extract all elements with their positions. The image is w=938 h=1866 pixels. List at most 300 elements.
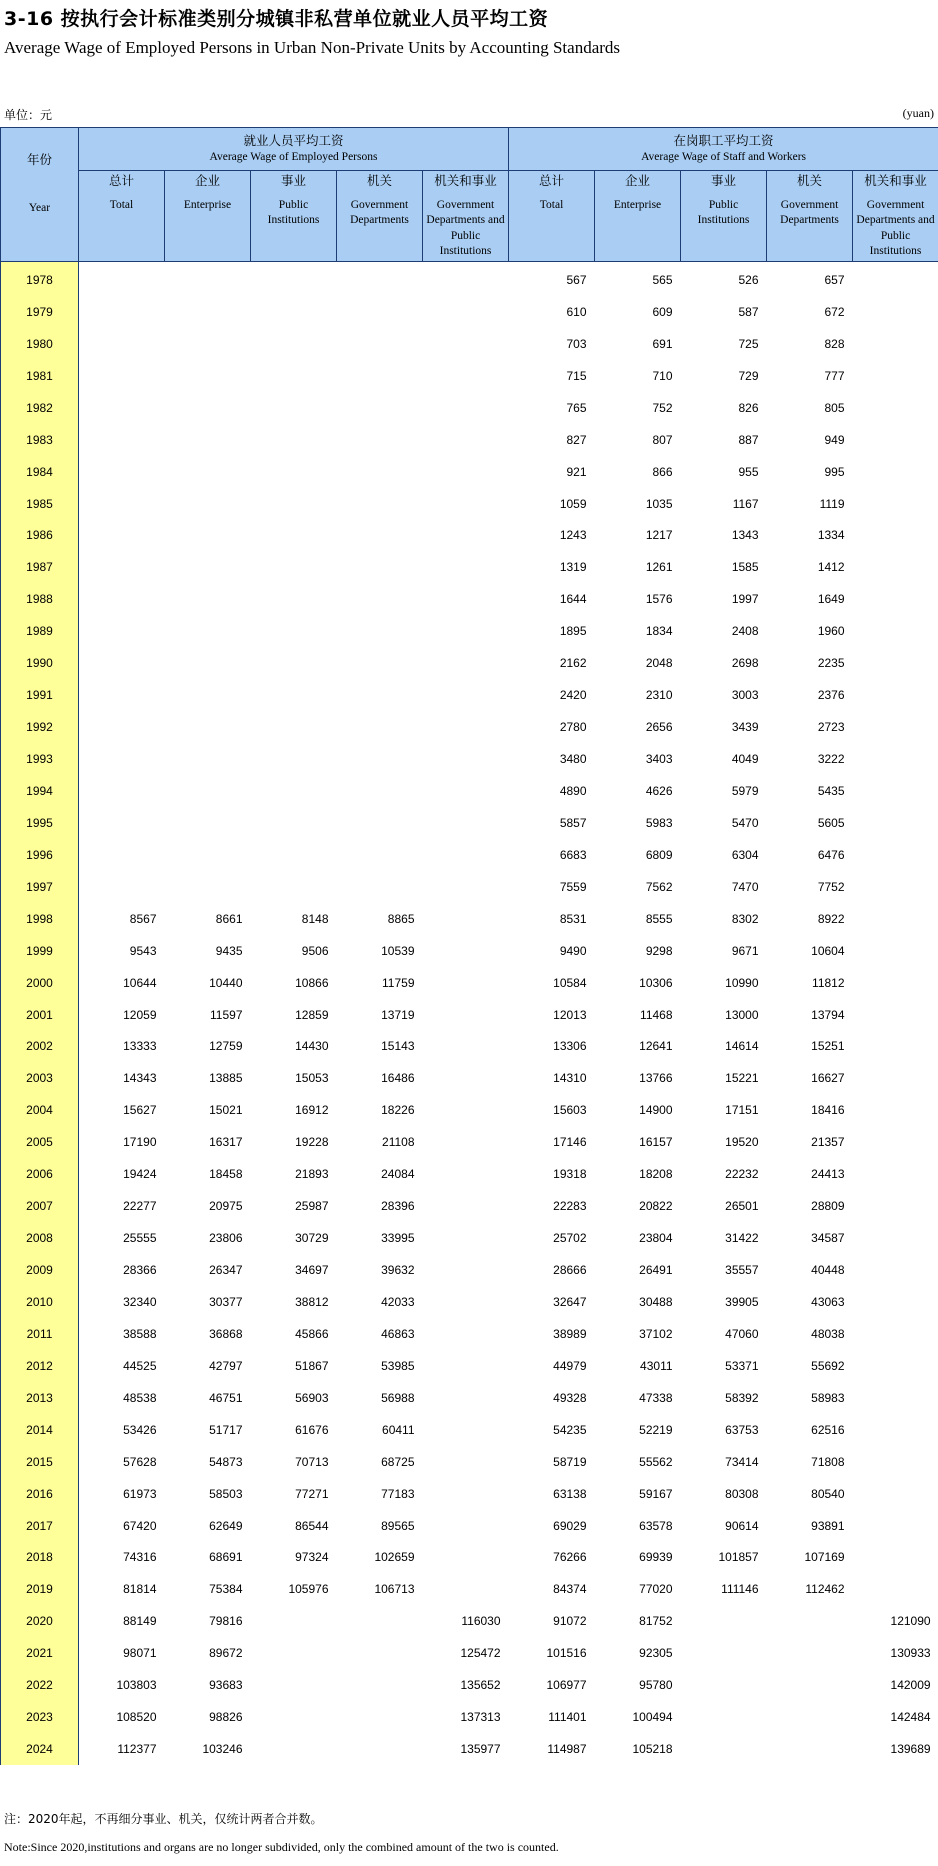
value-cell: 125472 [460, 1646, 501, 1661]
value-cell: 13885 [209, 1071, 243, 1086]
value-cell: 68725 [381, 1454, 415, 1469]
value-cell [165, 262, 251, 296]
value-cell [165, 424, 251, 456]
value-cell [681, 1669, 767, 1701]
column-header [681, 171, 767, 262]
value-cell: 7752 [817, 879, 845, 894]
value-cell: 19318 [553, 1167, 587, 1182]
unit-label-en: (yuan) [902, 106, 934, 120]
table-row [1, 903, 938, 935]
value-cell [251, 775, 337, 807]
value-cell: 51867 [295, 1358, 329, 1373]
value-cell: 10990 [725, 975, 759, 990]
year-cell: 2004 [1, 1094, 79, 1126]
year-cell: 2001 [1, 999, 79, 1031]
value-cell: 10440 [209, 975, 243, 990]
value-cell [853, 743, 938, 775]
value-cell: 657 [824, 272, 845, 287]
value-cell: 565 [652, 272, 673, 287]
value-cell [423, 1062, 509, 1094]
value-cell [423, 1254, 509, 1286]
value-cell [165, 647, 251, 679]
column-header-cn: 总计 [539, 173, 565, 188]
value-cell: 44525 [123, 1358, 157, 1373]
value-cell [79, 551, 165, 583]
value-cell [423, 1031, 509, 1063]
value-cell: 3439 [731, 720, 759, 735]
value-cell: 2310 [645, 688, 673, 703]
value-cell: 12859 [295, 1007, 329, 1022]
value-cell [337, 647, 423, 679]
value-cell: 526 [738, 272, 759, 287]
year-cell: 2000 [1, 967, 79, 999]
value-cell: 80308 [725, 1486, 759, 1501]
value-cell: 55562 [639, 1454, 673, 1469]
value-cell [165, 488, 251, 520]
value-cell [853, 1318, 938, 1350]
value-cell: 13333 [123, 1039, 157, 1054]
value-cell: 103246 [202, 1742, 243, 1757]
value-cell: 995 [824, 464, 845, 479]
value-cell [423, 1446, 509, 1478]
value-cell: 106713 [374, 1582, 415, 1597]
value-cell [853, 1254, 938, 1286]
value-cell [337, 551, 423, 583]
value-cell [79, 520, 165, 552]
table-row [1, 1126, 938, 1158]
value-cell [337, 1605, 423, 1637]
value-cell: 6809 [645, 847, 673, 862]
year-cell: 2010 [1, 1286, 79, 1318]
year-cell: 1998 [1, 903, 79, 935]
value-cell: 4890 [559, 783, 587, 798]
value-cell: 11597 [210, 1007, 243, 1022]
table-row [1, 1733, 938, 1765]
value-cell [423, 775, 509, 807]
value-cell: 22232 [725, 1167, 759, 1182]
value-cell: 98826 [209, 1710, 243, 1725]
value-cell: 9298 [645, 943, 673, 958]
value-cell [423, 743, 509, 775]
value-cell: 105976 [288, 1582, 329, 1597]
value-cell: 101516 [546, 1646, 587, 1661]
value-cell: 805 [824, 400, 845, 415]
value-cell: 1035 [645, 496, 673, 511]
value-cell [251, 1669, 337, 1701]
value-cell: 142484 [890, 1710, 931, 1725]
value-cell: 37102 [639, 1326, 673, 1341]
table-row [1, 296, 938, 328]
column-header [509, 171, 595, 262]
table-row [1, 1286, 938, 1318]
value-cell [853, 1031, 938, 1063]
value-cell [423, 296, 509, 328]
value-cell [337, 488, 423, 520]
table-row [1, 1094, 938, 1126]
value-cell: 7562 [645, 879, 673, 894]
value-cell [337, 615, 423, 647]
value-cell [853, 1414, 938, 1446]
value-cell [423, 1158, 509, 1190]
value-cell: 13000 [725, 1007, 759, 1022]
value-cell: 103803 [116, 1678, 157, 1693]
value-cell: 15627 [123, 1103, 157, 1118]
table-row [1, 711, 938, 743]
value-cell [79, 807, 165, 839]
value-cell [423, 839, 509, 871]
value-cell: 42033 [381, 1294, 415, 1309]
table-row [1, 999, 938, 1031]
value-cell: 12641 [639, 1039, 673, 1054]
value-cell [423, 1350, 509, 1382]
value-cell: 8148 [301, 911, 329, 926]
value-cell: 80540 [811, 1486, 845, 1501]
year-cell: 2016 [1, 1478, 79, 1510]
year-cell: 2002 [1, 1031, 79, 1063]
value-cell: 24084 [381, 1167, 415, 1182]
column-header-cn: 总计 [108, 173, 134, 188]
value-cell: 17151 [725, 1103, 759, 1118]
value-cell: 47338 [639, 1390, 673, 1405]
value-cell: 35557 [725, 1263, 759, 1278]
year-cell: 2020 [1, 1605, 79, 1637]
value-cell: 28666 [553, 1263, 587, 1278]
value-cell: 71808 [811, 1454, 845, 1469]
value-cell: 12059 [123, 1007, 157, 1022]
value-cell: 142009 [890, 1678, 931, 1693]
value-cell [853, 360, 938, 392]
value-cell [251, 871, 337, 903]
value-cell [337, 296, 423, 328]
table-row [1, 456, 938, 488]
value-cell: 18226 [381, 1103, 415, 1118]
value-cell [165, 807, 251, 839]
value-cell: 43063 [811, 1294, 845, 1309]
value-cell: 1319 [559, 560, 587, 575]
value-cell: 2698 [731, 656, 759, 671]
value-cell: 91072 [553, 1614, 587, 1629]
table-row [1, 647, 938, 679]
value-cell [423, 1126, 509, 1158]
table-row [1, 679, 938, 711]
value-cell: 14900 [639, 1103, 673, 1118]
year-cell: 1999 [1, 935, 79, 967]
column-header-cn: 机关 [366, 173, 392, 188]
value-cell [251, 807, 337, 839]
value-cell: 1167 [732, 496, 759, 511]
value-cell [165, 360, 251, 392]
value-cell [767, 1605, 853, 1637]
value-cell: 14310 [553, 1071, 587, 1086]
value-cell: 53426 [123, 1422, 157, 1437]
table-row [1, 488, 938, 520]
table-row [1, 1446, 938, 1478]
value-cell [767, 1701, 853, 1733]
year-cell: 1986 [1, 520, 79, 552]
value-cell: 30729 [295, 1231, 329, 1246]
value-cell: 30377 [209, 1294, 243, 1309]
value-cell [251, 615, 337, 647]
value-cell: 77271 [295, 1486, 329, 1501]
value-cell: 10539 [381, 943, 415, 958]
value-cell [79, 839, 165, 871]
value-cell [423, 1318, 509, 1350]
value-cell: 108520 [116, 1710, 157, 1725]
value-cell: 8922 [817, 911, 845, 926]
value-cell: 62516 [811, 1422, 845, 1437]
table-row [1, 424, 938, 456]
table-row [1, 1350, 938, 1382]
value-cell [853, 1350, 938, 1382]
table-row [1, 1478, 938, 1510]
value-cell [853, 424, 938, 456]
value-cell: 112462 [805, 1582, 845, 1597]
table-row [1, 615, 938, 647]
column-header-en: Enterprise [183, 198, 232, 211]
value-cell [79, 424, 165, 456]
value-cell: 15603 [553, 1103, 587, 1118]
value-cell [853, 1222, 938, 1254]
value-cell: 36868 [209, 1326, 243, 1341]
value-cell [853, 456, 938, 488]
value-cell: 1997 [731, 592, 759, 607]
value-cell: 93683 [209, 1678, 243, 1693]
value-cell: 75384 [209, 1582, 243, 1597]
value-cell: 111146 [721, 1582, 759, 1597]
value-cell [853, 935, 938, 967]
value-cell: 58392 [725, 1390, 759, 1405]
table-row [1, 583, 938, 615]
value-cell [853, 1573, 938, 1605]
value-cell [251, 679, 337, 711]
column-header-en: Government Departments and Public Institutions [426, 198, 505, 258]
value-cell: 725 [738, 336, 759, 351]
value-cell: 58719 [553, 1454, 587, 1469]
value-cell [251, 360, 337, 392]
value-cell: 19424 [123, 1167, 157, 1182]
value-cell: 13766 [639, 1071, 673, 1086]
value-cell [251, 456, 337, 488]
value-cell: 121090 [890, 1614, 931, 1629]
wage-table [0, 127, 938, 1765]
value-cell: 89672 [209, 1646, 243, 1661]
value-cell: 77183 [381, 1486, 415, 1501]
value-cell: 28396 [381, 1199, 415, 1214]
group-header-staff-cn: 在岗职工平均工资 [673, 132, 774, 148]
value-cell [423, 1542, 509, 1574]
value-cell: 81814 [123, 1582, 157, 1597]
table-row [1, 1318, 938, 1350]
column-header [251, 171, 337, 262]
value-cell: 59167 [639, 1486, 673, 1501]
value-cell [337, 743, 423, 775]
value-cell: 21108 [382, 1135, 415, 1150]
value-cell: 25702 [553, 1231, 587, 1246]
value-cell: 23804 [639, 1231, 673, 1246]
value-cell: 114987 [547, 1742, 587, 1757]
value-cell [251, 743, 337, 775]
value-cell: 44979 [553, 1358, 587, 1373]
value-cell [165, 839, 251, 871]
value-cell: 8302 [731, 911, 759, 926]
value-cell [853, 1062, 938, 1094]
value-cell: 116030 [461, 1614, 501, 1629]
table-row [1, 1510, 938, 1542]
table-row [1, 871, 938, 903]
value-cell: 10866 [295, 975, 329, 990]
value-cell [853, 1510, 938, 1542]
value-cell: 34697 [295, 1263, 329, 1278]
table-row [1, 1062, 938, 1094]
column-header-cn: 企业 [194, 173, 220, 188]
value-cell: 25555 [123, 1231, 157, 1246]
value-cell [79, 647, 165, 679]
value-cell [681, 1605, 767, 1637]
value-cell: 8555 [645, 911, 673, 926]
value-cell [767, 1669, 853, 1701]
year-cell: 1983 [1, 424, 79, 456]
year-cell: 2009 [1, 1254, 79, 1286]
value-cell: 9435 [215, 943, 243, 958]
table-row [1, 1382, 938, 1414]
column-header-en: Public Institutions [697, 198, 750, 227]
value-cell: 4626 [645, 783, 673, 798]
value-cell: 107169 [804, 1550, 845, 1565]
value-cell: 60411 [382, 1422, 415, 1437]
value-cell: 15053 [295, 1071, 329, 1086]
value-cell: 33995 [381, 1231, 415, 1246]
value-cell: 106977 [546, 1678, 587, 1693]
value-cell: 12013 [553, 1007, 587, 1022]
year-cell: 2005 [1, 1126, 79, 1158]
value-cell: 61676 [295, 1422, 329, 1437]
value-cell [79, 679, 165, 711]
value-cell [337, 456, 423, 488]
value-cell [165, 456, 251, 488]
value-cell: 9506 [301, 943, 329, 958]
value-cell: 20975 [209, 1199, 243, 1214]
value-cell [853, 775, 938, 807]
value-cell [337, 392, 423, 424]
column-header-en: Government Departments and Public Institutions [856, 198, 935, 258]
column-header [595, 171, 681, 262]
value-cell: 95780 [639, 1678, 673, 1693]
value-cell: 52219 [639, 1422, 673, 1437]
value-cell [423, 360, 509, 392]
value-cell: 5979 [731, 783, 759, 798]
year-cell: 1988 [1, 583, 79, 615]
table-row [1, 807, 938, 839]
value-cell: 101857 [718, 1550, 759, 1565]
value-cell [165, 551, 251, 583]
year-cell: 1993 [1, 743, 79, 775]
value-cell [853, 967, 938, 999]
column-header-cn: 机关 [797, 173, 823, 188]
value-cell [423, 551, 509, 583]
value-cell [251, 647, 337, 679]
value-cell: 18208 [639, 1167, 673, 1182]
value-cell [853, 1542, 938, 1574]
year-cell: 1997 [1, 871, 79, 903]
value-cell: 949 [824, 432, 845, 447]
column-header [853, 171, 938, 262]
value-cell [423, 1286, 509, 1318]
value-cell [251, 424, 337, 456]
year-header-en: Year [28, 202, 51, 215]
value-cell: 6683 [559, 847, 587, 862]
value-cell [79, 360, 165, 392]
year-cell: 1994 [1, 775, 79, 807]
value-cell [337, 1701, 423, 1733]
year-cell: 2023 [1, 1701, 79, 1733]
value-cell [853, 711, 938, 743]
table-row [1, 1701, 938, 1733]
value-cell [423, 488, 509, 520]
table-row [1, 1573, 938, 1605]
value-cell: 15021 [209, 1103, 243, 1118]
table-title-en: Average Wage of Employed Persons in Urban Non-Private Units by Accounting Standards [4, 38, 621, 57]
value-cell [251, 488, 337, 520]
value-cell: 34587 [811, 1231, 845, 1246]
value-cell: 1343 [731, 528, 759, 543]
column-header-en: Enterprise [613, 198, 662, 211]
value-cell: 1412 [817, 560, 845, 575]
value-cell: 9490 [559, 943, 587, 958]
value-cell: 11812 [812, 975, 845, 990]
value-cell [165, 679, 251, 711]
value-cell [423, 967, 509, 999]
value-cell: 6476 [817, 847, 845, 862]
value-cell: 77020 [639, 1582, 673, 1597]
value-cell [251, 392, 337, 424]
value-cell: 18416 [811, 1103, 845, 1118]
value-cell: 807 [652, 432, 673, 447]
value-cell [251, 1733, 337, 1765]
value-cell: 2780 [559, 720, 587, 735]
year-cell: 2011 [1, 1318, 79, 1350]
value-cell [423, 1382, 509, 1414]
value-cell: 12759 [209, 1039, 243, 1054]
table-row [1, 935, 938, 967]
value-cell: 3222 [817, 752, 845, 767]
value-cell [79, 392, 165, 424]
value-cell: 15221 [725, 1071, 759, 1086]
value-cell: 89565 [381, 1518, 415, 1533]
unit-label-cn: 单位：元 [4, 108, 53, 122]
value-cell [423, 392, 509, 424]
value-cell [853, 839, 938, 871]
value-cell [853, 583, 938, 615]
value-cell: 54873 [209, 1454, 243, 1469]
value-cell: 76266 [553, 1550, 587, 1565]
value-cell: 16912 [295, 1103, 329, 1118]
year-cell: 1979 [1, 296, 79, 328]
value-cell: 56903 [295, 1390, 329, 1405]
value-cell: 56988 [381, 1390, 415, 1405]
value-cell: 672 [824, 304, 845, 319]
value-cell [853, 1126, 938, 1158]
value-cell [423, 903, 509, 935]
value-cell: 5857 [559, 815, 587, 830]
value-cell: 866 [652, 464, 673, 479]
column-header-cn: 机关和事业 [864, 173, 927, 188]
column-header-cn: 事业 [280, 173, 306, 188]
value-cell [423, 615, 509, 647]
value-cell [423, 647, 509, 679]
value-cell: 90614 [725, 1518, 759, 1533]
value-cell: 74316 [123, 1550, 157, 1565]
value-cell: 102659 [374, 1550, 415, 1565]
